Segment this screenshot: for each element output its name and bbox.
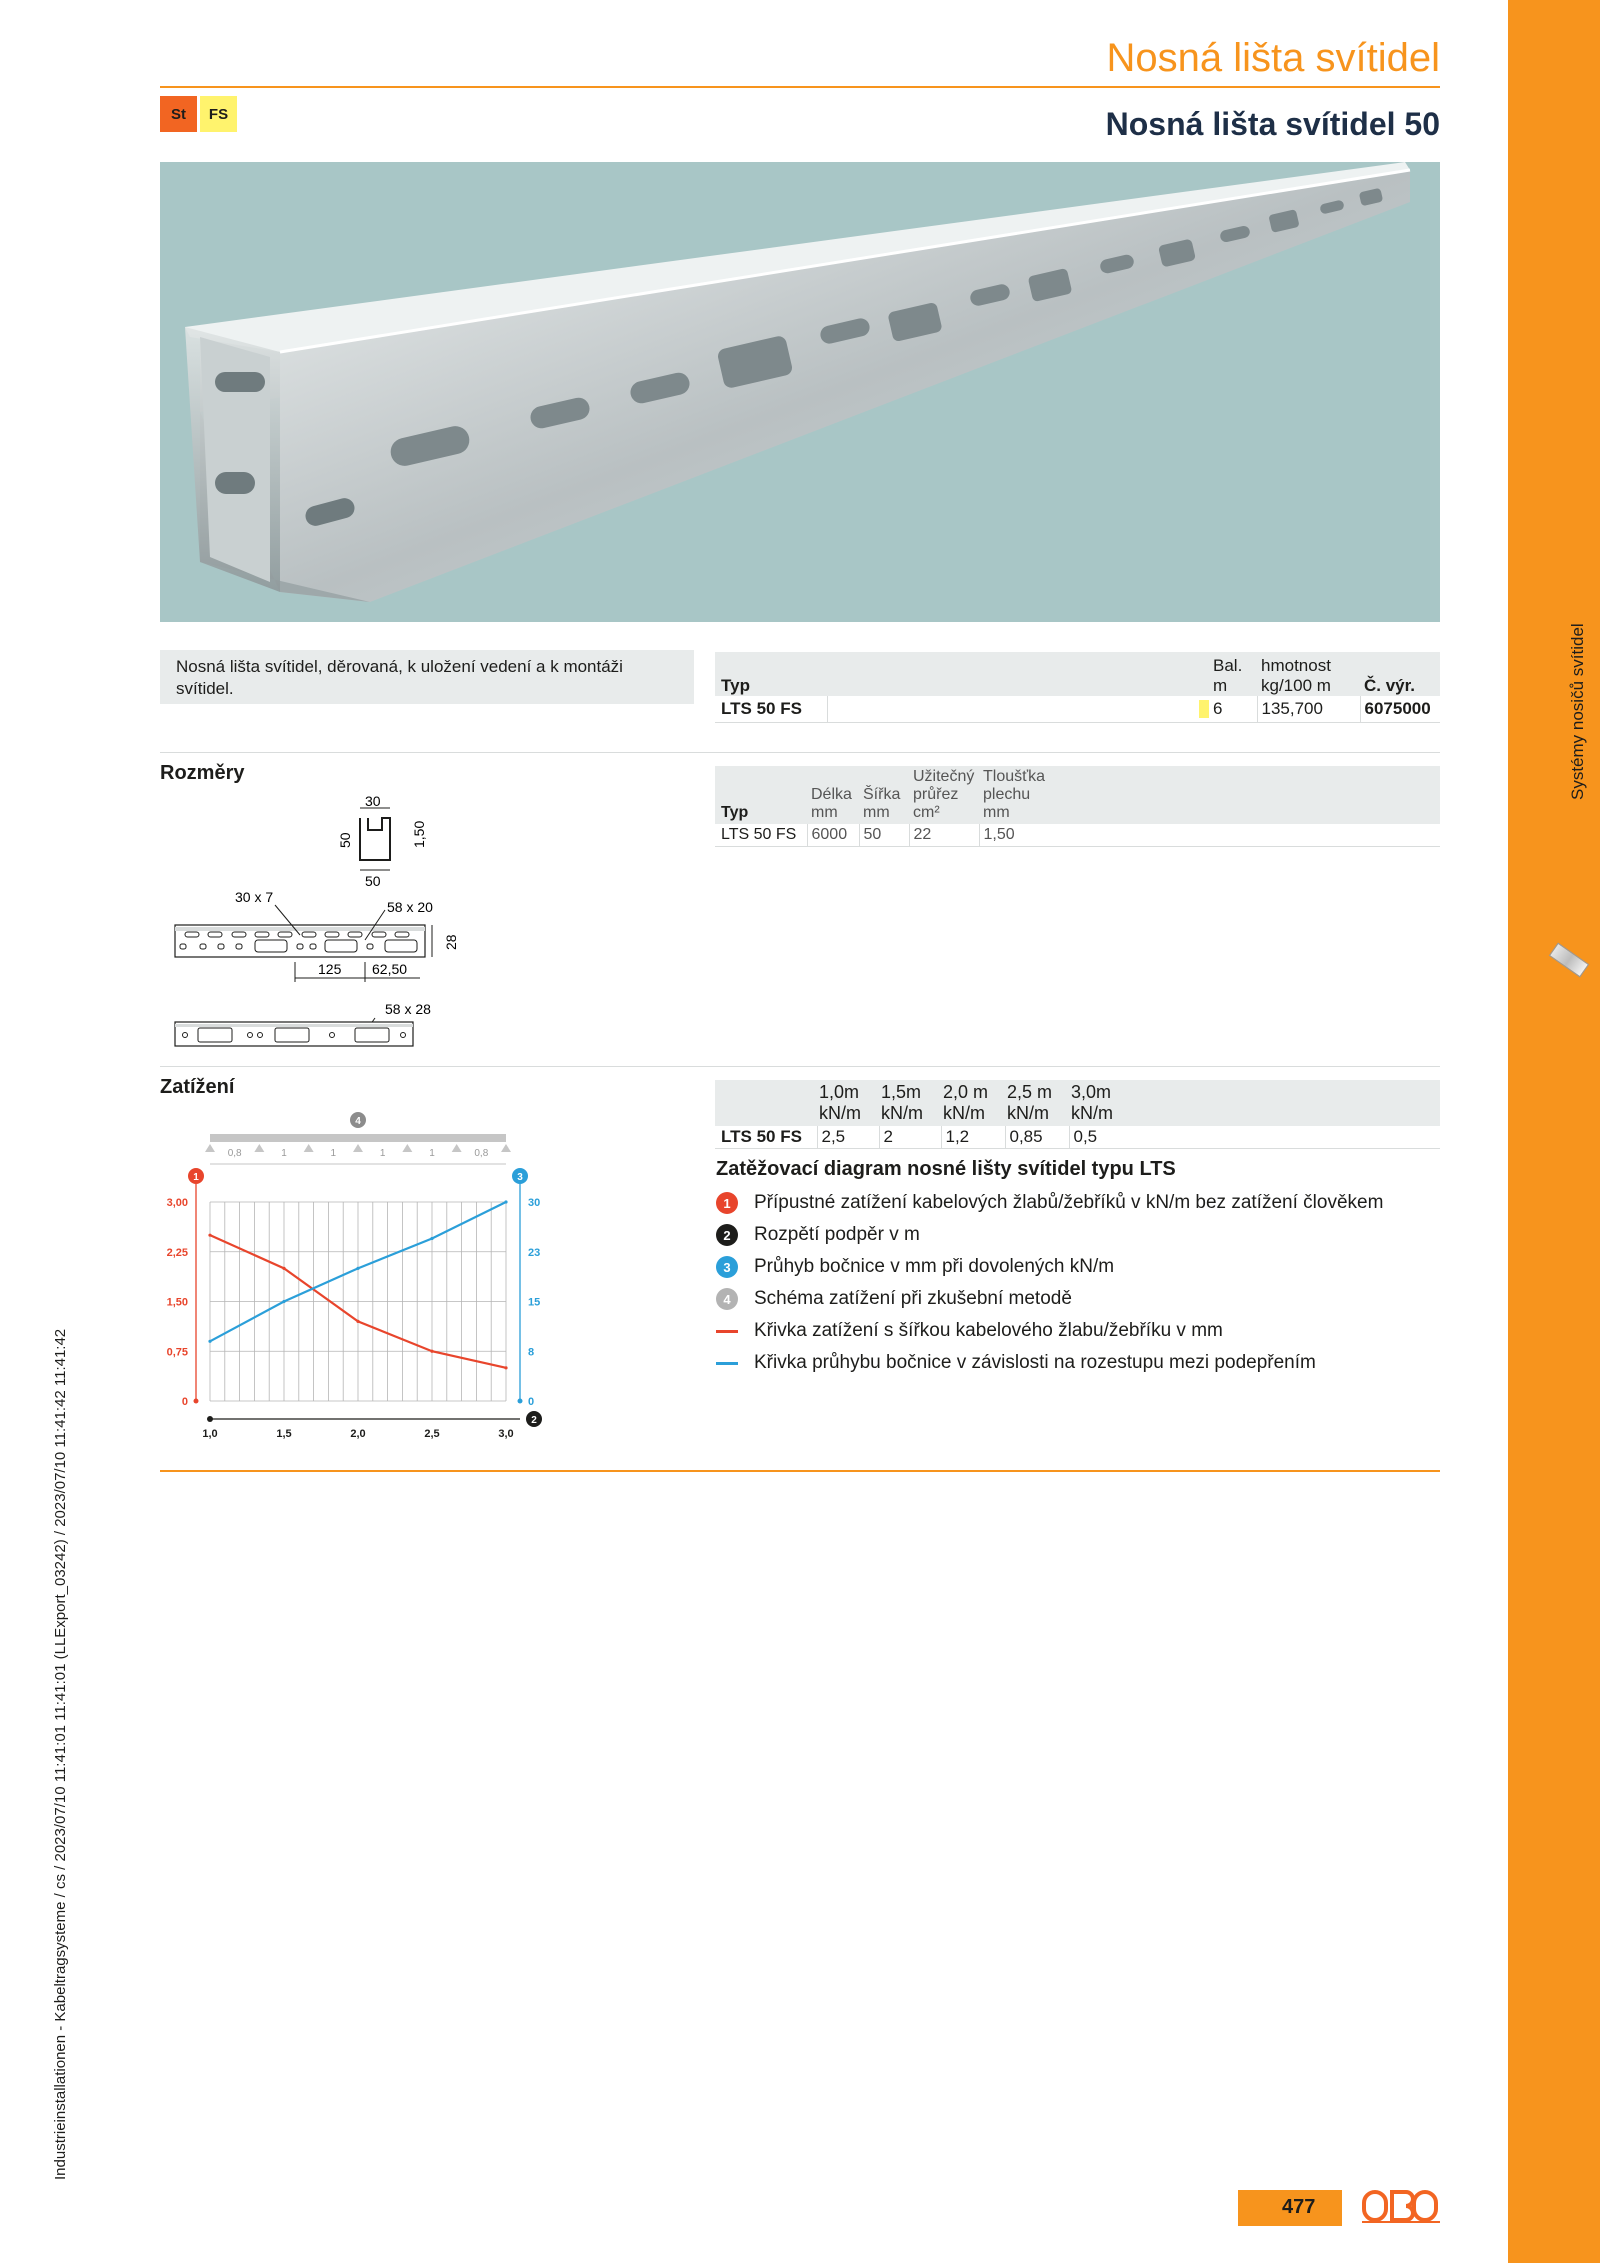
dim-col-section-line2: průřez [913,786,959,803]
dim-offset: 62,50 [372,961,408,977]
dim-col-thickness-line1: Tloušťka [983,768,1046,785]
series-point-1 [282,1267,285,1270]
y-right-tick-label: 15 [528,1296,541,1309]
load-col-5-span: 3,0m [1071,1082,1112,1102]
y-left-tick-label: 0,75 [166,1346,188,1359]
legend-item-2 [716,1224,920,1246]
dim-slot-small: 30 x 7 [235,889,274,905]
x-axis-origin [207,1416,213,1422]
marker-left-label: 1 [193,1172,199,1183]
series-point-1 [356,1320,359,1323]
load-col-1-span: 1,0m [819,1082,860,1102]
load-col-2-span: 1,5m [881,1082,922,1102]
bottom-divider [160,1470,1440,1472]
legend-item-4 [716,1288,1072,1310]
load-row-value-1: 2,5 [817,1126,879,1148]
legend-text-deflection-curve: Křivka průhybu bočnice v závislosti na rozestupu mezi podepřením [754,1352,1316,1373]
order-table [715,652,1440,723]
material-badge-st: St [160,96,197,132]
scheme-label: 1 [379,1148,386,1159]
dimensions-table [715,766,1440,847]
red-line-icon [716,1330,738,1333]
dim-left: 50 [337,832,353,848]
load-col-4 [1005,1080,1069,1126]
dim-col-typ: Typ [721,804,749,821]
load-col-3 [941,1080,1005,1126]
series-point-2 [504,1200,507,1203]
dim-bottom: 50 [365,873,381,889]
x-tick-label: 3,0 [498,1428,514,1440]
legend-number-4-icon: 4 [716,1288,738,1310]
col-header-bal-line1: Bal. [1213,656,1243,675]
legend-text-4: Schéma zatížení při zkušební metodě [754,1288,1072,1309]
dim-col-section [909,766,979,824]
dim-slot-bottom: 58 x 28 [385,1001,431,1017]
footer-vertical-text: Industrieinstallationen - Kabeltragsysteme / cs / 2023/07/10 11:41:01 11:41:01 (LLExport_03242) / 2023/07/10 11:41:42 11:41:42 [52,1328,69,2180]
load-col-1-unit: kN/m [819,1103,861,1123]
x-tick-label: 2,0 [350,1428,366,1440]
dim-col-thickness-line3: mm [983,804,1010,821]
category-title: Nosná lišta svítidel [1106,36,1440,80]
dim-slot-large: 58 x 20 [387,899,433,915]
series-point-2 [356,1267,359,1270]
dim-col-thickness-line2: plechu [983,786,1031,803]
load-row-value-5: 0,5 [1069,1126,1440,1148]
marker-top-label: 4 [355,1116,361,1127]
dim-height: 28 [443,934,459,950]
product-photo [160,162,1440,622]
load-scheme-bar [210,1134,506,1142]
dim-col-width-line2: mm [863,804,890,821]
col-header-typ: Typ [721,676,750,695]
dim-row-typ: LTS 50 FS [715,824,807,846]
marker-x-label: 2 [531,1415,537,1426]
load-col-2 [879,1080,941,1126]
scheme-label: 1 [281,1148,287,1159]
load-chart [160,1106,560,1451]
diagram-title: Zatěžovací diagram nosné lišty svítidel typu LTS [716,1158,1176,1180]
legend-text-1: Přípustné zatížení kabelových žlabů/žebříků v kN/m bez zatížení člověkem [754,1192,1384,1213]
series-point-2 [430,1237,433,1240]
load-col-5 [1069,1080,1440,1126]
series-point-1 [430,1350,433,1353]
load-col-4-span: 2,5 m [1007,1082,1053,1102]
legend-item-load-curve [716,1320,1223,1342]
support-icon [353,1144,363,1152]
header-divider [160,86,1440,88]
col-header-weight-line2: kg/100 m [1261,676,1331,695]
dim-right: 1,50 [411,820,427,848]
scheme-label: 0,8 [227,1148,242,1159]
series-point-2 [282,1300,285,1303]
col-header-weight [1257,652,1360,696]
support-icon [501,1144,511,1152]
x-tick-label: 1,0 [202,1428,218,1440]
dim-top: 30 [365,793,381,809]
dim-pitch: 125 [318,961,342,977]
legend-item-deflection-curve [716,1352,1316,1374]
dim-col-length-line1: Délka [811,786,852,803]
order-row-bal: 6 [1209,696,1257,722]
load-row-value-2: 2 [879,1126,941,1148]
load-row-value-4: 0,85 [1005,1126,1069,1148]
fs-marker [1199,700,1209,718]
left-axis-origin [194,1399,199,1404]
order-row-art: 6075000 [1360,696,1440,722]
obo-logo [1362,2188,1440,2232]
col-header-art: Č. výr. [1364,676,1416,695]
legend-number-2-icon: 2 [716,1224,738,1246]
load-row-value-3: 1,2 [941,1126,1005,1148]
load-table [715,1080,1440,1149]
support-icon [452,1144,462,1152]
y-left-tick-label: 1,50 [166,1296,188,1309]
legend-text-load-curve: Křivka zatížení s šířkou kabelového žlabu/žebříku v mm [754,1320,1223,1341]
page-number: 477 [1282,2196,1316,2218]
y-left-tick-label: 3,00 [166,1197,188,1209]
order-row-typ: LTS 50 FS [715,696,827,722]
obo-logo-text: OBO [1362,2188,1368,2189]
legend-item-3 [716,1256,1114,1278]
product-description: Nosná lišta svítidel, děrovaná, k uložení vedení a k montáži svítidel. [160,650,694,704]
x-tick-label: 1,5 [276,1428,292,1440]
series-point-1 [208,1234,211,1237]
dim-col-section-line3: cm² [913,804,940,821]
legend-item-1 [716,1192,1383,1214]
series-point-2 [208,1340,211,1343]
dim-col-width [859,766,909,824]
y-left-tick-label: 0 [181,1396,188,1408]
legend-text-3: Průhyb bočnice v mm při dovolených kN/m [754,1256,1115,1277]
series-point-1 [504,1366,507,1369]
support-icon [254,1144,264,1152]
support-icon [205,1144,215,1152]
side-band [1508,0,1600,2263]
material-badge-fs: FS [200,96,237,132]
legend-number-1-icon: 1 [716,1192,738,1214]
load-heading: Zatížení [160,1076,235,1098]
section-divider [160,752,1440,753]
dim-row-width: 50 [859,824,909,846]
dim-row-section: 22 [909,824,979,846]
dim-row-length: 6000 [807,824,859,846]
dim-col-section-line1: Užitečný [913,768,975,785]
support-icon [304,1144,314,1152]
y-left-tick-label: 2,25 [166,1246,188,1259]
section-divider [160,1066,1440,1067]
support-icon [402,1144,412,1152]
legend-text-2: Rozpětí podpěr v m [754,1224,920,1245]
dim-col-thickness [979,766,1440,824]
y-right-tick-label: 0 [528,1396,535,1408]
dimension-drawings [160,790,460,1060]
legend-number-3-icon: 3 [716,1256,738,1278]
load-col-1 [817,1080,879,1126]
marker-right-label: 3 [517,1172,523,1183]
right-axis-origin [518,1399,523,1404]
order-row-weight: 135,700 [1257,696,1360,722]
load-row-typ: LTS 50 FS [715,1126,817,1148]
blue-line-icon [716,1362,738,1365]
dim-col-width-line1: Šířka [863,786,901,803]
product-title: Nosná lišta svítidel 50 [1105,106,1440,142]
y-right-tick-label: 23 [528,1246,541,1259]
sidebar-section-label: Systémy nosičů svítidel [1568,623,1587,800]
load-col-5-unit: kN/m [1071,1103,1113,1123]
dim-col-length [807,766,859,824]
col-header-bal-line2: m [1213,676,1228,695]
dim-col-length-line2: mm [811,804,838,821]
y-right-tick-label: 8 [528,1346,535,1359]
load-col-3-span: 2,0 m [943,1082,989,1102]
load-col-4-unit: kN/m [1007,1103,1049,1123]
col-header-weight-line1: hmotnost [1261,656,1331,675]
dimensions-heading: Rozměry [160,762,245,784]
scheme-label: 1 [330,1148,337,1159]
load-col-3-unit: kN/m [943,1103,985,1123]
scheme-label: 1 [429,1148,435,1159]
load-col-2-unit: kN/m [881,1103,923,1123]
y-right-tick-label: 30 [528,1197,541,1209]
dim-row-thickness: 1,50 [979,824,1440,846]
col-header-bal [1209,652,1257,696]
x-tick-label: 2,5 [424,1428,440,1440]
scheme-label: 0,8 [474,1148,489,1159]
